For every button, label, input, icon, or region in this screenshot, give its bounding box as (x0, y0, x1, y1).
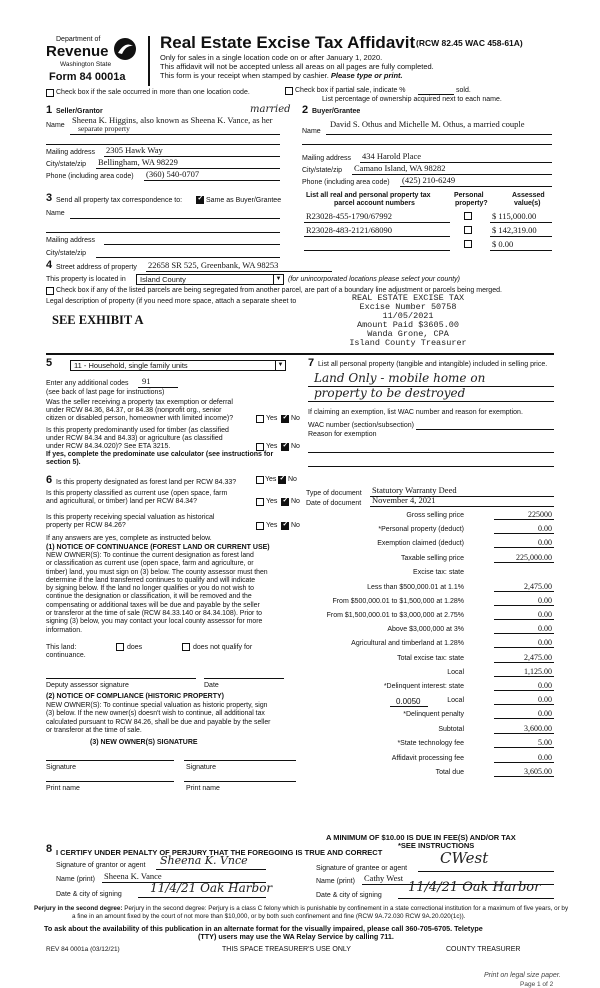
parcel-col-header: List all real and personal property tax (306, 192, 431, 199)
seller-city-value[interactable]: Bellingham, WA 98229 (98, 157, 178, 167)
owner-print-line-2 (184, 781, 296, 782)
tax-row-label: Subtotal (438, 726, 464, 733)
stamp-line2: Excise Number 50758 (359, 301, 457, 312)
buyer-name-value[interactable]: David S. Othus and Michelle M. Othus, a married couple (330, 119, 525, 129)
historic-heading: (2) NOTICE OF COMPLIANCE (HISTORIC PROPERTY) (46, 693, 224, 700)
parcel-line-3 (304, 250, 450, 251)
tax-row-value[interactable]: 5.00 (494, 738, 554, 748)
reason-label: Reason for exemption (308, 431, 377, 438)
section-2-number: 2 (302, 104, 309, 116)
buyer-heading: Buyer/Grantee (312, 108, 361, 115)
buyer-mailing-value[interactable]: 434 Harold Place (362, 151, 422, 161)
tax-row-value[interactable]: 0.00 (494, 524, 554, 534)
parcel-line-2 (304, 236, 450, 237)
perjury-line1: Perjury in the second degree: Perjury in the second degree: Perjury is a class C felony which is punishable by confinement in a state correctional institution for a maximum of five years, or by (34, 905, 569, 912)
doc-date-label: Date of document (306, 500, 362, 507)
cont-body-line: continue the designation or classification, it will be removed and the (46, 593, 252, 601)
exemption-instruction: If claiming an exemption, list WAC number and reason for exemption. (308, 409, 523, 416)
section-divider (46, 353, 554, 355)
buyer-phone-label: Phone (including area code) (302, 179, 390, 186)
header-sub3-emphasis: Please type or print. (330, 71, 403, 80)
grantor-sig-label: Signature of grantor or agent (56, 862, 146, 869)
corr-city-label: City/state/zip (46, 250, 87, 257)
doc-type-value[interactable]: Statutory Warranty Deed (372, 485, 457, 495)
header-sub3 (160, 72, 403, 81)
alt-format-line1: To ask about the availability of this publication in an alternate format for the visually impaired, please call 360-705-6705. Teletype (44, 924, 483, 933)
tax-row-label: Local (447, 669, 464, 676)
corr-mailing-line (104, 244, 280, 245)
partial-sale-label: Check box if partial sale, indicate % (295, 87, 406, 94)
exemption-q1b: under RCW 84.36, 84.37, or 84.38 (nonprofit org., senior (46, 407, 222, 414)
use-code-select[interactable] (70, 360, 286, 371)
owner-print-label-2: Print name (186, 785, 220, 792)
q6b-yes-checkbox[interactable] (256, 498, 264, 506)
parcel-value-3[interactable]: $ 0.00 (492, 239, 514, 249)
continuance-heading: (1) NOTICE OF CONTINUANCE (FOREST LAND OR CURRENT USE) (46, 544, 270, 551)
chevron-down-icon: ▼ (273, 275, 283, 284)
section-7-number: 7 (308, 357, 315, 369)
cont-body-line: or transferor at the time of sale (RCW 84.33.140 or 84.34.108). Prior to (46, 610, 263, 618)
tax-row-label: Local (447, 697, 464, 704)
tax-row-value[interactable]: 225000 (494, 510, 554, 520)
unincorporated-note: (for unincorporated locations please select your county) (288, 276, 460, 283)
q5a-yes-checkbox[interactable] (256, 415, 264, 423)
corr-mailing-label: Mailing address (46, 237, 96, 244)
tax-row-label: Above $3,000,000 at 3% (387, 626, 464, 633)
seller-name-value-line2[interactable]: separate property (78, 124, 130, 133)
tax-row-label: From $1,500,000.01 to $3,000,000 at 2.75% (326, 612, 464, 619)
grantor-sig-line (156, 869, 266, 870)
hist-body-line: calculated pursuant to RCW 84.26, shall be due and payable by the seller (46, 718, 271, 726)
section-3-number: 3 (46, 192, 53, 204)
this-land-label: This land: (46, 644, 77, 651)
legal-label: Legal description of property (if you need more space, attach a separate sheet to (46, 298, 297, 305)
timber-q-c: under RCW 84.34.020)? See ETA 3215. (46, 443, 171, 450)
current-use-q: Is this property classified as current use (open space, farm (46, 490, 228, 497)
cont-body-line: timber) land, you must sign on (3) below. The county assessor must then (46, 568, 268, 576)
header-sub1: Only for sales in a single location code on or after January 1, 2020. (160, 53, 383, 62)
doc-date-value[interactable]: November 4, 2021 (372, 495, 436, 505)
parcel-value-1[interactable]: $ 115,000.00 (492, 211, 537, 221)
stamp-line4: Amount Paid $3605.00 (356, 319, 460, 330)
personal-property-label: List all personal property (tangible and intangible) included in selling price. (318, 361, 548, 368)
grantee-name-label: Name (print) (316, 878, 355, 885)
street-line (146, 271, 332, 272)
local-rate-line (390, 706, 428, 707)
additional-codes-label: Enter any additional codes (46, 380, 129, 387)
q6c-yes-checkbox[interactable] (256, 522, 264, 530)
certify-statement: I CERTIFY UNDER PENALTY OF PERJURY THAT THE FOREGOING IS TRUE AND CORRECT (56, 848, 383, 857)
form-number: Form 84 0001a (49, 71, 126, 83)
local-rate[interactable]: 0.0050 (396, 697, 421, 706)
historical-q: Is this property receiving special valuation as historical (46, 514, 215, 521)
tax-row-label: *Delinquent interest: state (383, 683, 464, 690)
boundary-checkbox[interactable] (46, 287, 54, 295)
codes-note: (see back of last page for instructions) (46, 389, 165, 396)
corr-extra-line (46, 232, 280, 233)
cont-body-line: determine if the land transferred continues to qualify and will indicate (46, 576, 256, 584)
chevron-down-icon: ▼ (275, 361, 285, 370)
tax-row-value[interactable]: 0.00 (494, 538, 554, 548)
q5a-yes-label: Yes (266, 415, 278, 422)
tax-row-value[interactable]: 0.00 (494, 681, 554, 691)
q5b-yes-label: Yes (266, 443, 278, 450)
buyer-mailing-label: Mailing address (302, 155, 352, 162)
seller-married-handwritten: married (250, 104, 291, 115)
additional-codes-line (138, 387, 178, 388)
tax-row-value[interactable]: 2,475.00 (494, 653, 554, 663)
cont-body-line: signing (3) below, you may contact your local county assessor for more (46, 618, 263, 626)
multi-location-label: Check box if the sale occurred in more than one location code. (56, 89, 250, 96)
same-as-buyer-checkbox[interactable] (196, 196, 204, 204)
personal-col-header2: property? (455, 200, 488, 207)
street-value[interactable]: 22658 SR 525, Greenbank, WA 98253 (148, 260, 279, 270)
hist-body-line: or transferor at the time of sale. (46, 726, 142, 734)
tax-row-label: *Personal property (deduct) (378, 526, 464, 533)
continuance-body (46, 552, 296, 635)
grantor-date-city-label: Date & city of signing (56, 891, 122, 898)
parcel-value-line-2 (490, 236, 552, 237)
land-does-label: does (127, 644, 143, 651)
header-sub2: This affidavit will not be accepted unless all areas on all pages are fully completed. (160, 62, 434, 71)
seller-phone-value[interactable]: (360) 540-0707 (146, 169, 200, 179)
boundary-label: Check box if any of the listed parcels are being segregated from another parcel, are part of a boundary line adjustment or parcels being merged. (56, 287, 502, 294)
tax-row-label: Total excise tax: state (397, 655, 464, 662)
alt-format-line2: (TTY) users may use the WA Relay Service by calling 711. (198, 932, 394, 941)
hist-body-line: (3) below. If the new owner(s) doesn't wish to continue, all additional tax (46, 710, 265, 718)
corr-city-line (96, 257, 280, 258)
q5b-no-label: No (291, 443, 300, 450)
q5a-no-checkbox[interactable] (281, 415, 289, 423)
grantee-date-city-value[interactable]: 11/4/21 Oak Harbor (408, 880, 541, 895)
stamp-line1: REAL ESTATE EXCISE TAX (351, 293, 465, 303)
page-number: Page 1 of 2 (520, 981, 554, 988)
seller-phone-line (144, 180, 280, 181)
tax-row-label: Exemption claimed (deduct) (377, 540, 464, 547)
parcel-account-1[interactable]: R23028-455-1790/67992 (306, 211, 392, 221)
see-instructions: *SEE INSTRUCTIONS (398, 841, 475, 850)
exemption-q1c: citizen or disabled person, homeowner with limited income)? (46, 415, 234, 422)
q5b-yes-checkbox[interactable] (256, 443, 264, 451)
personal-property-line-2 (308, 401, 554, 402)
grantor-date-city-line (138, 897, 266, 898)
tax-row-value[interactable]: 0.00 (494, 638, 554, 648)
buyer-name-label: Name (302, 128, 321, 135)
tax-row-value[interactable]: 0.00 (494, 610, 554, 620)
cont-body-line: information. (46, 626, 83, 634)
q6b-no-label: No (291, 498, 300, 505)
parcel-col-header2: parcel account numbers (334, 200, 415, 207)
header-divider (148, 36, 150, 86)
deputy-date-line (204, 678, 284, 679)
cont-body-line: compensating or additional taxes will be due and payable by the seller (46, 601, 260, 609)
land-does-checkbox[interactable] (116, 643, 124, 651)
legal-paper-note: Print on legal size paper. (484, 972, 561, 979)
seller-heading: Seller/Grantor (56, 108, 103, 115)
partial-note: List percentage of ownership acquired next to each name. (322, 96, 502, 103)
hist-body-line: NEW OWNER(S): To continue special valuation as historic property, sign (46, 702, 268, 709)
stamp-line6: Island County Treasurer (349, 337, 467, 348)
grantee-sig-label: Signature of grantee or agent (316, 865, 408, 872)
tax-row-value[interactable]: 2,475.00 (494, 582, 554, 592)
perjury-line2: a fine in an amount fixed by the court of not more than $10,000, or by both such confinement and fine (RCW 9A.72.030 RCW 9A.20.020(1c)). (72, 913, 466, 920)
seller-extra-line (46, 144, 280, 145)
corr-name-label: Name (46, 210, 65, 217)
tax-row-label: *Delinquent penalty (403, 711, 464, 718)
deputy-sig-line (46, 678, 196, 679)
tax-row-value[interactable]: 225,000.00 (494, 553, 554, 563)
tax-row-label: Total due (435, 769, 464, 776)
grantee-name-value[interactable]: Cathy West (364, 873, 404, 883)
partial-sale-checkbox[interactable] (285, 87, 293, 95)
current-use-q-b: and agricultural, or timber) land per RCW 84.34? (46, 498, 197, 505)
grantor-name-label: Name (print) (56, 876, 95, 883)
partial-sold: sold. (456, 87, 471, 94)
parcel-account-2[interactable]: R23028-483-2121/68090 (306, 225, 392, 235)
same-as-buyer-label: Same as Buyer/Grantee (206, 197, 282, 204)
seller-name-value[interactable]: Sheena K. Higgins, also known as Sheena K. Vance, as her (72, 115, 273, 125)
seller-name-line (70, 134, 280, 135)
doc-type-label: Type of document (306, 490, 362, 497)
buyer-name-line (326, 134, 552, 135)
parcel-value-line-1 (490, 222, 552, 223)
tax-row-value[interactable]: 0.00 (494, 624, 554, 634)
tax-row-label: Affidavit processing fee (391, 755, 464, 762)
doc-date-line (370, 506, 554, 507)
dept-line1: Department of (56, 36, 101, 43)
grantor-signature[interactable]: Sheena K. Vnce (160, 854, 248, 867)
timber-q-b: under RCW 84.34 and 84.33) or agriculture (as classified (46, 435, 223, 442)
cont-body-line: by signing below. If the land no longer qualifies or you do not wish to (46, 585, 255, 593)
treasurer-stamp (322, 294, 494, 348)
tax-row-label: Excise tax: state (413, 569, 464, 576)
historical-q-b: property per RCW 84.26? (46, 522, 126, 529)
partial-pct-line (418, 94, 454, 95)
tax-row-label: Gross selling price (406, 512, 464, 519)
continuance-label: continuance. (46, 652, 86, 659)
q5b-no-checkbox[interactable] (281, 443, 289, 451)
reason-line-1 (308, 452, 554, 453)
q5a-no-label: No (291, 415, 300, 422)
wac-label: WAC number (section/subsection) (308, 422, 414, 429)
page-title: Real Estate Excise Tax Affidavit (160, 33, 416, 52)
owner-sig-line-1 (46, 760, 174, 761)
owner-sig-label-2: Signature (186, 764, 216, 771)
parcel-personal-checkbox-1[interactable] (464, 212, 472, 220)
seller-mailing-label: Mailing address (46, 149, 96, 156)
land-does-not-label: does not qualify for (193, 644, 253, 651)
new-owner-sig-heading: (3) NEW OWNER(S) SIGNATURE (90, 739, 198, 746)
seller-city-label: City/state/zip (46, 161, 87, 168)
forest-q: Is this property designated as forest land per RCW 84.33? (56, 479, 237, 486)
corr-name-line (70, 218, 280, 219)
parcel-value-2[interactable]: $ 142,319.00 (492, 225, 537, 235)
dept-logo-text: Revenue (46, 43, 109, 60)
owner-sig-label-1: Signature (46, 764, 76, 771)
q6b-yes-label: Yes (266, 498, 278, 505)
grantee-sig-line (418, 871, 554, 872)
section-6-number: 6 (46, 474, 53, 486)
section-5-number: 5 (46, 357, 53, 369)
exemption-q1: Was the seller receiving a property tax exemption or deferral (46, 399, 233, 406)
timber-q: Is this property predominantly used for timber (as classified (46, 427, 229, 434)
buyer-phone-line (400, 186, 552, 187)
q6c-yes-label: Yes (266, 522, 278, 529)
reason-line-2 (308, 466, 554, 467)
grantor-date-city-value[interactable]: 11/4/21 Oak Harbor (150, 881, 273, 895)
cont-body-line: NEW OWNER(S): To continue the current designation as forest land (46, 552, 254, 559)
buyer-phone-value[interactable]: (425) 210-6249 (402, 175, 456, 185)
section-1-number: 1 (46, 104, 53, 116)
use-code-value: 11 - Household, single family units (74, 361, 188, 370)
seller-phone-label: Phone (including area code) (46, 173, 134, 180)
seller-name-label: Name (46, 122, 65, 129)
owner-print-label-1: Print name (46, 785, 80, 792)
stamp-line3: 11/05/2021 (382, 310, 434, 321)
treasurer-use: THIS SPACE TREASURER'S USE ONLY (222, 946, 351, 953)
answered-note: If any answers are yes, complete as instructed below. (46, 535, 212, 542)
tax-row-label: Agricultural and timberland at 1.28% (351, 640, 464, 647)
deputy-date-label: Date (204, 682, 219, 689)
assessed-col-header: Assessed (512, 192, 545, 199)
land-does-not-checkbox[interactable] (182, 643, 190, 651)
buyer-city-value[interactable]: Camano Island, WA 98282 (354, 163, 446, 173)
located-label: This property is located in (46, 276, 126, 283)
county-select-value: Island County (140, 275, 186, 284)
min-due-note: A MINIMUM OF $10.00 IS DUE IN FEE(S) AND/OR TAX (326, 833, 516, 842)
owner-print-line-1 (46, 781, 174, 782)
personal-col-header: Personal (454, 192, 484, 199)
tax-row-label: Taxable selling price (400, 555, 464, 562)
county-treasurer: COUNTY TREASURER (446, 946, 521, 953)
legal-description[interactable]: SEE EXHIBIT A (52, 313, 144, 327)
personal-property-handwritten-1[interactable]: Land Only - mobile home on (314, 371, 486, 385)
multi-location-checkbox[interactable] (46, 89, 54, 97)
personal-property-handwritten-2[interactable]: property to be destroyed (314, 386, 466, 400)
q6a-yes-label: Yes (265, 476, 277, 483)
tax-row-label: From $500,000.01 to $1,500,000 at 1.28% (332, 598, 464, 605)
tax-row-value[interactable]: 0.00 (494, 709, 554, 719)
buyer-city-label: City/state/zip (302, 167, 343, 174)
tax-row-label: Less than $500,000.01 at 1.1% (367, 584, 464, 591)
q6a-no-checkbox[interactable] (278, 476, 286, 484)
q6a-yes-checkbox[interactable] (256, 476, 264, 484)
tax-row-label: *State technology fee (397, 740, 464, 747)
cont-body-line: or classification as current use (open space, farm and agriculture, or (46, 560, 254, 568)
rev-number: REV 84 0001a (03/12/21) (46, 946, 120, 953)
historic-body (46, 702, 296, 735)
deputy-sig-label: Deputy assessor signature (46, 682, 129, 689)
section-4-number: 4 (46, 259, 53, 271)
q6a-no-label: No (288, 476, 297, 483)
q6b-no-checkbox[interactable] (281, 498, 289, 506)
street-label: Street address of property (56, 264, 137, 271)
buyer-extra-line (302, 144, 552, 145)
seller-mailing-value[interactable]: 2305 Hawk Way (106, 145, 163, 155)
timber-q-d: If yes, complete the predominate use calculator (see instructions for section 5). (46, 451, 274, 467)
correspondence-label: Send all property tax correspondence to: (56, 197, 183, 204)
tax-row-value[interactable]: 1,125.00 (494, 667, 554, 677)
parcel-personal-checkbox-3[interactable] (464, 240, 472, 248)
grantee-date-city-line (398, 898, 554, 899)
grantor-name-value[interactable]: Sheena K. Vance (104, 871, 162, 881)
additional-codes-value[interactable]: 91 (142, 376, 151, 386)
grantee-signature[interactable]: CWest (440, 849, 489, 867)
tax-row-value[interactable]: 0.00 (494, 753, 554, 763)
header-sub3-text: This form is your receipt when stamped by cashier. (160, 71, 329, 80)
tax-row-value[interactable]: 0.00 (494, 695, 554, 705)
revenue-logo-icon (113, 37, 137, 61)
stamp-line5: Wanda Grone, CPA (367, 328, 449, 339)
tax-row-value[interactable]: 3,600.00 (494, 724, 554, 734)
tax-row-value[interactable]: 0.00 (494, 596, 554, 606)
parcel-personal-checkbox-2[interactable] (464, 226, 472, 234)
title-ref: (RCW 82.45 WAC 458-61A) (416, 38, 523, 48)
section-8-number: 8 (46, 843, 53, 855)
dept-state: Washington State (60, 61, 112, 68)
grantee-date-city-label: Date & city of signing (316, 892, 382, 899)
wac-line (416, 429, 554, 430)
q6c-no-label: No (291, 522, 300, 529)
parcel-line-1 (304, 222, 450, 223)
parcel-value-line-3 (490, 250, 552, 251)
perjury-line1-text: Perjury in the second degree: Perjury is a class C felony which is punishable by confinement in a state correctional institution for a maximum of five years, or by (124, 905, 569, 912)
county-select[interactable] (136, 274, 284, 285)
assessed-col-header2: value(s) (514, 200, 541, 207)
tax-row-value[interactable]: 3,605.00 (494, 767, 554, 777)
